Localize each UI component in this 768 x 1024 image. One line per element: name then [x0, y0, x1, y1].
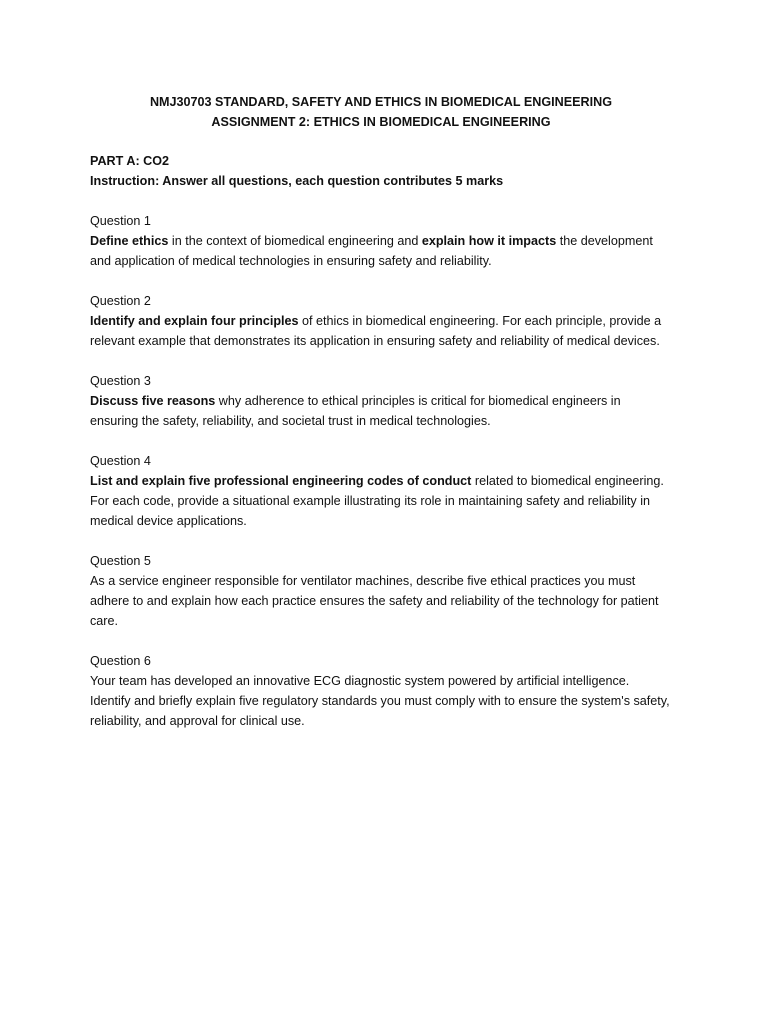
question-emphasis: Discuss five reasons — [90, 394, 216, 408]
question-label: Question 5 — [90, 554, 151, 568]
question-label: Question 1 — [90, 214, 151, 228]
question-emphasis: Define ethics — [90, 234, 169, 248]
question-text-segment: of ethics in biomedical engineering. For each principle, provide a relevant example that demonstrates its application in ensuring safety and reliability of medical devices. — [90, 314, 662, 348]
question-6 — [90, 651, 672, 731]
question-text-segment: As a service engineer responsible for ventilator machines, describe five ethical practices you must adhere to and explain how each practice ensures the safety and reliability of the technology for patient care. — [90, 574, 659, 628]
question-5 — [90, 551, 672, 631]
question-text-segment: related to biomedical engineering. For each code, provide a situational example illustrating its role in maintaining safety and reliability in medical device applications. — [90, 474, 664, 528]
course-title: NMJ30703 STANDARD, SAFETY AND ETHICS IN BIOMEDICAL ENGINEERING — [149, 95, 613, 109]
question-label: Question 4 — [90, 454, 151, 468]
question-4 — [90, 451, 672, 531]
question-label: Question 3 — [90, 374, 151, 388]
question-text — [90, 231, 672, 271]
question-list — [90, 211, 672, 731]
question-text — [90, 391, 672, 431]
question-1 — [90, 211, 672, 271]
question-text-segment: Your team has developed an innovative ECG diagnostic system powered by artificial intelligence. Identify and briefly explain five regulatory standards you must comply with to ensure the system's safety, reliability, and approval for clinical use. — [90, 674, 670, 728]
question-text-segment: in the context of biomedical engineering and — [168, 234, 422, 248]
question-emphasis: Identify and explain four principles — [90, 314, 299, 328]
question-label: Question 6 — [90, 654, 151, 668]
assignment-title: ASSIGNMENT 2: ETHICS IN BIOMEDICAL ENGINEERING — [211, 115, 551, 129]
instruction-text: Instruction: Answer all questions, each question contributes 5 marks — [90, 174, 504, 188]
question-text — [90, 311, 672, 351]
question-text — [90, 571, 672, 631]
question-text — [90, 471, 672, 531]
part-heading: PART A: CO2 — [90, 154, 170, 168]
question-text-segment: why adherence to ethical principles is critical for biomedical engineers in ensuring the safety, reliability, and societal trust in medical technologies. — [90, 394, 621, 428]
question-text-segment: the development and application of medical technologies in ensuring safety and reliability. — [90, 234, 653, 268]
question-2 — [90, 291, 672, 351]
question-label: Question 2 — [90, 294, 151, 308]
question-text — [90, 671, 672, 731]
question-emphasis: List and explain five professional engineering codes of conduct — [90, 474, 472, 488]
document-title — [90, 92, 672, 132]
question-3 — [90, 371, 672, 431]
question-emphasis: explain how it impacts — [421, 234, 557, 248]
